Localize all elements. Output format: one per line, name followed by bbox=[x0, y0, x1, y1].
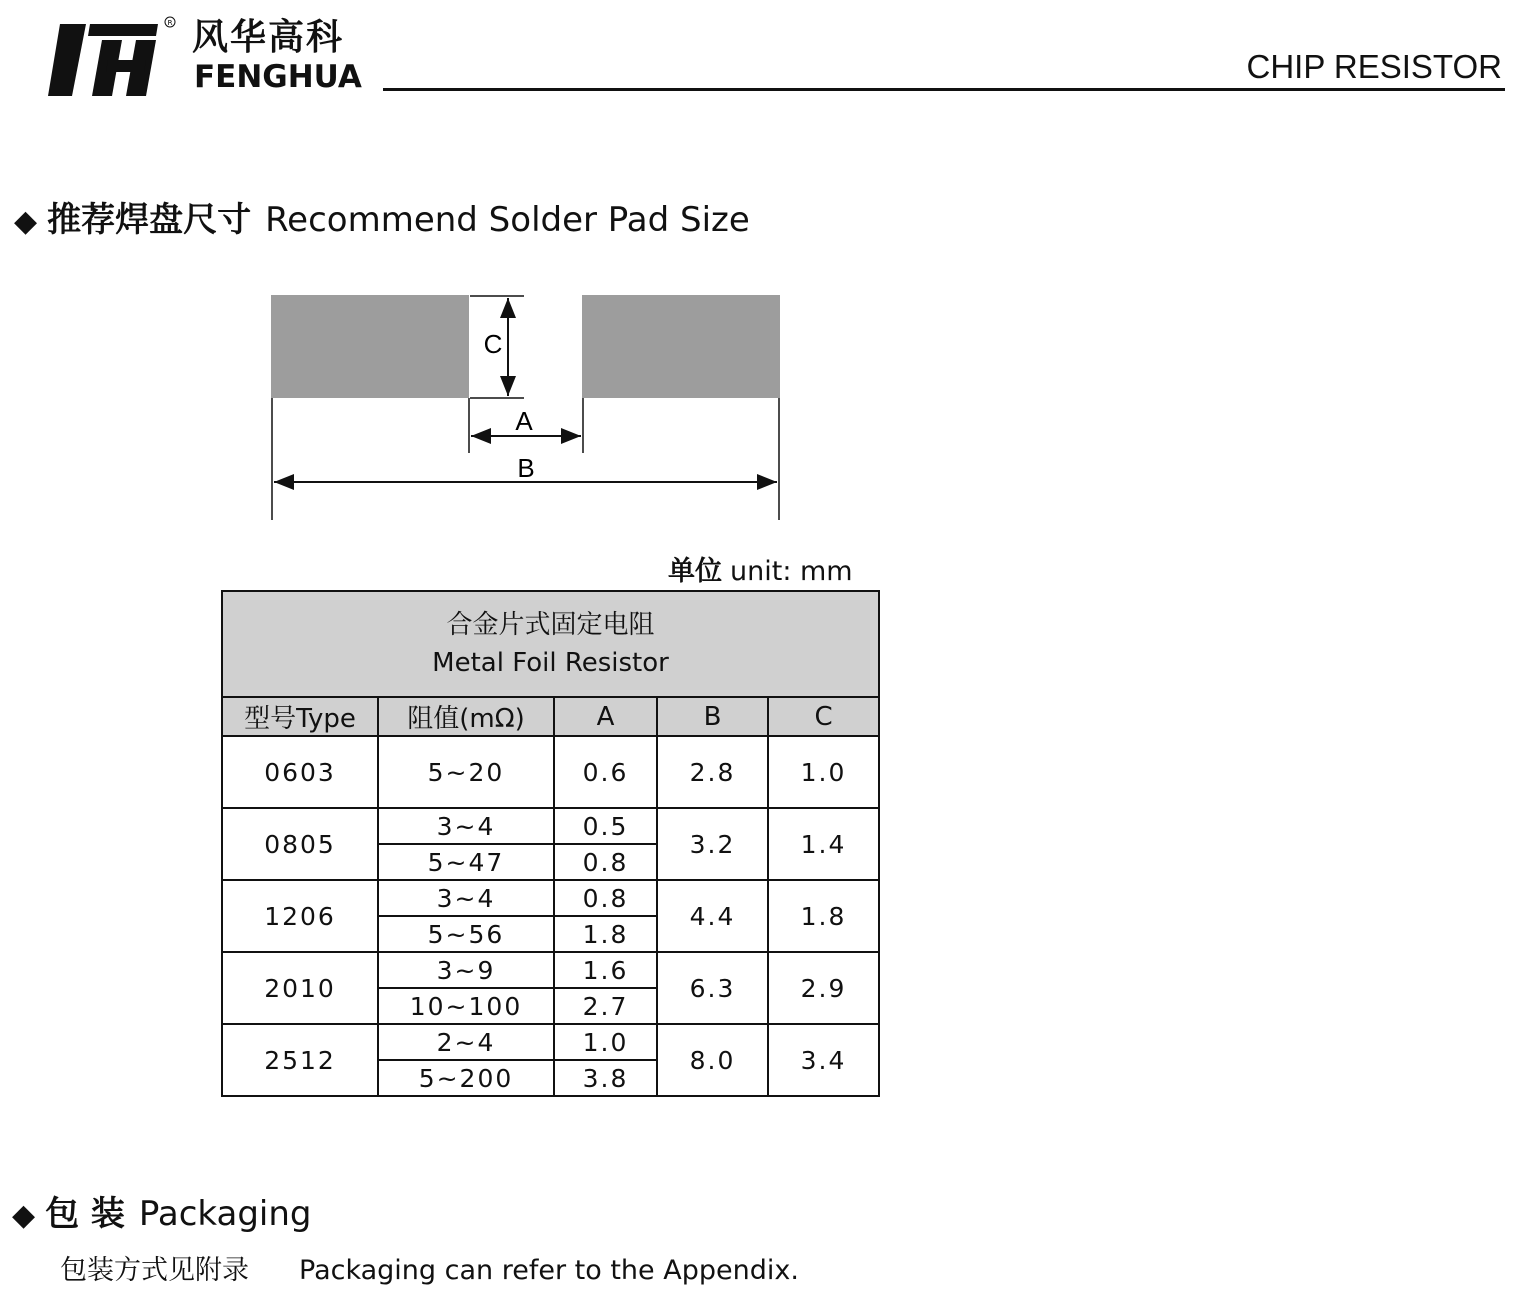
resistance-cell: 2~4 bbox=[378, 1024, 554, 1060]
unit-label-en: unit: mm bbox=[730, 556, 853, 587]
resistance-cell: 5~200 bbox=[378, 1060, 554, 1096]
b-cell: 6.3 bbox=[657, 952, 768, 1024]
solder-pad-diagram bbox=[262, 288, 792, 528]
brand-name-cn: 风华高科 bbox=[192, 17, 345, 58]
type-cell: 2010 bbox=[222, 952, 378, 1024]
table-row bbox=[222, 808, 879, 844]
right-pad bbox=[582, 295, 780, 398]
column-header-b: B bbox=[657, 697, 768, 736]
unit-label bbox=[668, 556, 853, 588]
a-cell: 0.6 bbox=[554, 736, 657, 808]
dimension-c-label: C bbox=[483, 329, 503, 359]
section-title-cn: 包 装 bbox=[45, 1194, 125, 1234]
resistance-cell: 5~56 bbox=[378, 916, 554, 952]
b-cell: 4.4 bbox=[657, 880, 768, 952]
resistance-cell: 5~20 bbox=[378, 736, 554, 808]
table-row bbox=[222, 736, 879, 808]
b-cell: 3.2 bbox=[657, 808, 768, 880]
section-title-en: Recommend Solder Pad Size bbox=[265, 200, 750, 240]
diamond-bullet-icon: ◆ bbox=[12, 1198, 36, 1233]
a-cell: 0.8 bbox=[554, 844, 657, 880]
packaging-note-cn: 包装方式见附录 bbox=[60, 1255, 249, 1286]
table-title-en: Metal Foil Resistor bbox=[432, 648, 669, 678]
b-cell: 8.0 bbox=[657, 1024, 768, 1096]
a-cell: 1.8 bbox=[554, 916, 657, 952]
type-cell: 2512 bbox=[222, 1024, 378, 1096]
header-divider bbox=[383, 88, 1505, 91]
resistance-cell: 3~4 bbox=[378, 808, 554, 844]
table-row bbox=[222, 880, 879, 916]
type-cell: 0603 bbox=[222, 736, 378, 808]
registered-mark: R bbox=[167, 19, 173, 27]
resistance-cell: 10~100 bbox=[378, 988, 554, 1024]
type-cell: 1206 bbox=[222, 880, 378, 952]
document-type-label: CHIP RESISTOR bbox=[1246, 48, 1502, 85]
table-row bbox=[222, 952, 879, 988]
table-title bbox=[222, 591, 879, 697]
a-cell: 1.0 bbox=[554, 1024, 657, 1060]
a-cell: 3.8 bbox=[554, 1060, 657, 1096]
fenghua-logo-icon bbox=[46, 16, 176, 98]
section-title-cn: 推荐焊盘尺寸 bbox=[47, 200, 252, 240]
dimension-b-label: B bbox=[517, 453, 535, 483]
column-header-c: C bbox=[768, 697, 879, 736]
packaging-note-en: Packaging can refer to the Appendix. bbox=[299, 1255, 799, 1286]
a-cell: 0.8 bbox=[554, 880, 657, 916]
c-cell: 1.8 bbox=[768, 880, 879, 952]
packaging-section-heading bbox=[12, 1194, 312, 1236]
c-cell: 2.9 bbox=[768, 952, 879, 1024]
diamond-bullet-icon: ◆ bbox=[14, 204, 38, 239]
column-header-a: A bbox=[554, 697, 657, 736]
solder-pad-size-table bbox=[221, 590, 880, 1097]
unit-label-cn: 单位 bbox=[668, 556, 722, 587]
a-cell: 0.5 bbox=[554, 808, 657, 844]
resistance-cell: 3~4 bbox=[378, 880, 554, 916]
resistance-cell: 3~9 bbox=[378, 952, 554, 988]
b-cell: 2.8 bbox=[657, 736, 768, 808]
a-cell: 2.7 bbox=[554, 988, 657, 1024]
type-cell: 0805 bbox=[222, 808, 378, 880]
dimension-a-label: A bbox=[515, 406, 533, 436]
column-header-resistance: 阻值(mΩ) bbox=[378, 697, 554, 736]
brand-name-en: FENGHUA bbox=[194, 59, 362, 95]
packaging-note bbox=[60, 1254, 799, 1288]
table-title-cn: 合金片式固定电阻 bbox=[446, 610, 655, 640]
c-cell: 3.4 bbox=[768, 1024, 879, 1096]
c-cell: 1.0 bbox=[768, 736, 879, 808]
section-title-en: Packaging bbox=[138, 1194, 312, 1234]
resistance-cell: 5~47 bbox=[378, 844, 554, 880]
table-row bbox=[222, 1024, 879, 1060]
left-pad bbox=[271, 295, 469, 398]
column-header-type: 型号Type bbox=[222, 697, 378, 736]
a-cell: 1.6 bbox=[554, 952, 657, 988]
solder-pad-section-heading bbox=[14, 200, 750, 242]
c-cell: 1.4 bbox=[768, 808, 879, 880]
